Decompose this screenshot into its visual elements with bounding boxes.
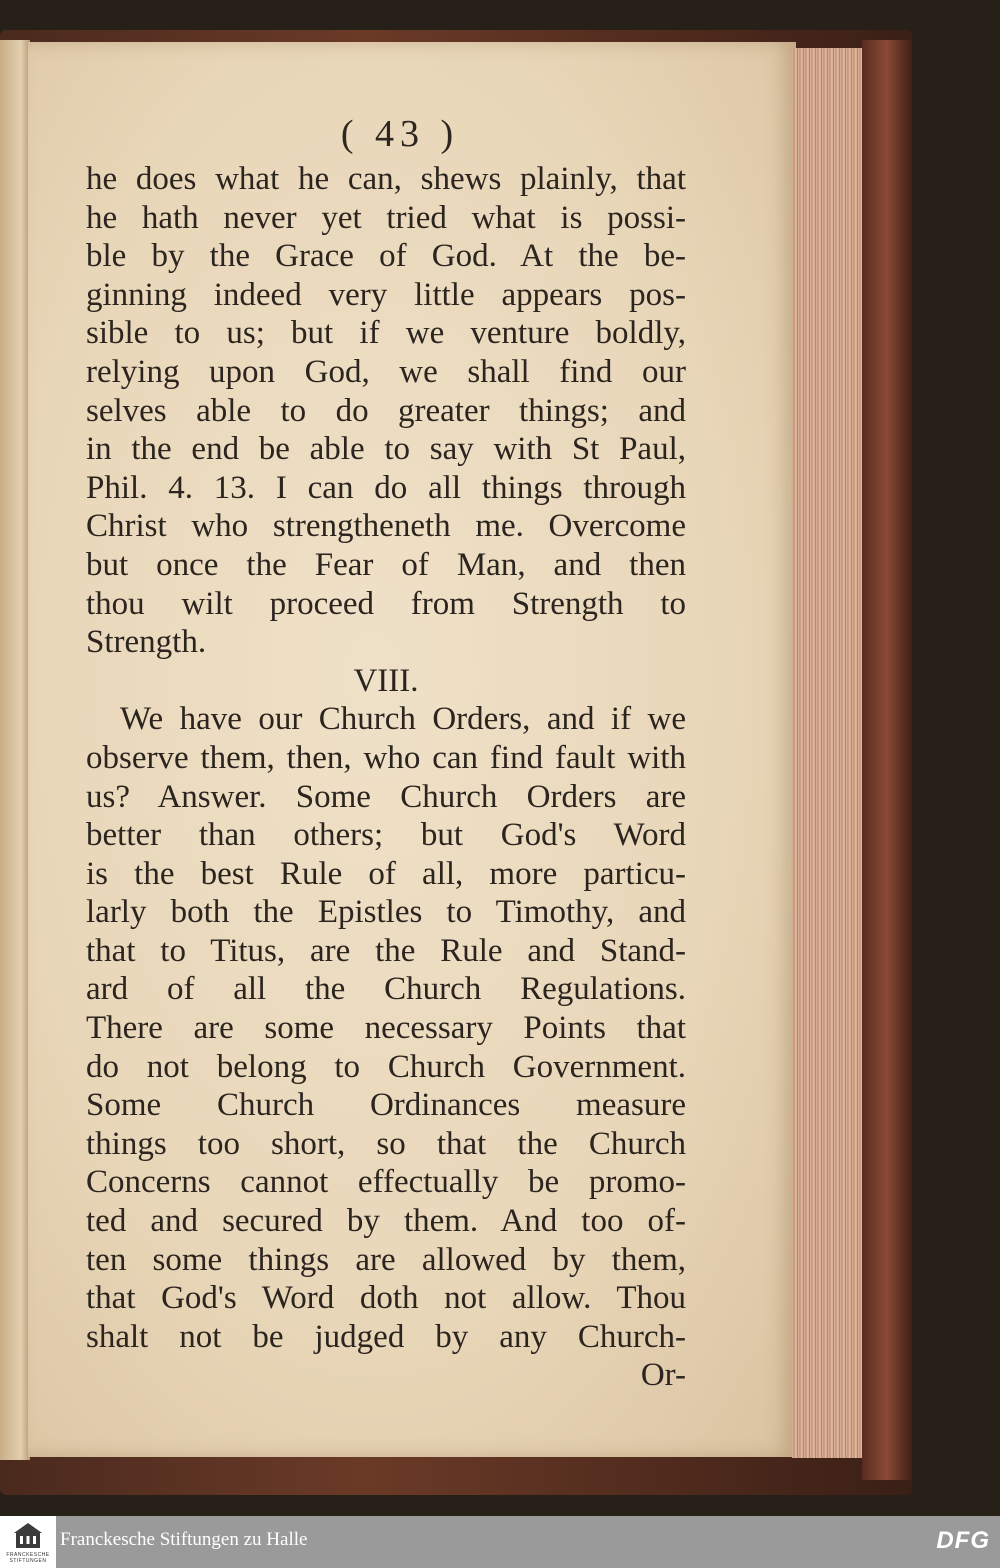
text-line: that God's Word doth not allow. Thou	[86, 1280, 686, 1317]
text-line: sible to us; but if we venture boldly,	[86, 315, 686, 352]
text-line: he does what he can, shews plainly, that	[86, 161, 686, 197]
text-line: ten some things are allowed by them,	[86, 1241, 686, 1278]
text-line: is the best Rule of all, more particu-	[86, 855, 686, 892]
text-line: ginning indeed very little appears pos-	[86, 276, 686, 313]
text-line: that to Titus, are the Rule and Stand-	[86, 932, 686, 969]
page-number: ( 43 )	[340, 113, 460, 155]
cover-spine-edge	[862, 40, 912, 1480]
text-line: VIII.	[353, 662, 419, 699]
text-line: There are some necessary Points that	[86, 1010, 686, 1047]
text-line: Phil. 4. 13. I can do all things through	[86, 469, 686, 506]
page-text-block	[86, 160, 686, 1395]
text-line: relying upon God, we shall find our	[86, 353, 686, 390]
text-line: he hath never yet tried what is possi-	[86, 199, 686, 236]
text-line: Concerns cannot effectually be promo-	[86, 1164, 686, 1201]
text-line: ted and secured by them. And too of-	[86, 1203, 686, 1240]
text-line: selves able to do greater things; and	[86, 392, 686, 429]
institution-name[interactable]: Franckesche Stiftungen zu Halle	[60, 1529, 308, 1550]
text-line: observe them, then, who can find fault with	[86, 739, 686, 776]
text-line: Or-	[640, 1357, 686, 1394]
text-line: us? Answer. Some Church Orders are	[86, 778, 686, 815]
text-line: shalt not be judged by any Church-	[86, 1318, 686, 1355]
text-line: ard of all the Church Regulations.	[86, 971, 686, 1008]
institution-logo-text: FRANCKESCHE STIFTUNGEN	[6, 1552, 50, 1564]
institution-logo[interactable]	[0, 1516, 56, 1568]
text-line: Some Church Ordinances measure	[86, 1087, 686, 1124]
text-line: in the end be able to say with St Paul,	[86, 431, 686, 468]
text-line: but once the Fear of Man, and then	[86, 546, 686, 583]
text-line: better than others; but God's Word	[86, 817, 686, 854]
viewer-footer	[0, 1516, 1000, 1568]
dfg-logo[interactable]: DFG	[936, 1527, 990, 1554]
text-line: Strength.	[86, 624, 207, 661]
franckesche-logo-icon	[14, 1522, 42, 1550]
text-line: things too short, so that the Church	[86, 1125, 686, 1162]
left-page-edge	[0, 40, 30, 1460]
text-line: Christ who strengtheneth me. Overcome	[86, 508, 686, 545]
text-line: larly both the Epistles to Timothy, and	[86, 894, 686, 931]
text-line: thou wilt proceed from Strength to	[86, 585, 686, 622]
text-line: do not belong to Church Government.	[86, 1048, 686, 1085]
page-fore-edge	[792, 48, 862, 1458]
text-line: We have our Church Orders, and if we	[120, 701, 686, 738]
text-line: ble by the Grace of God. At the be-	[86, 238, 686, 275]
